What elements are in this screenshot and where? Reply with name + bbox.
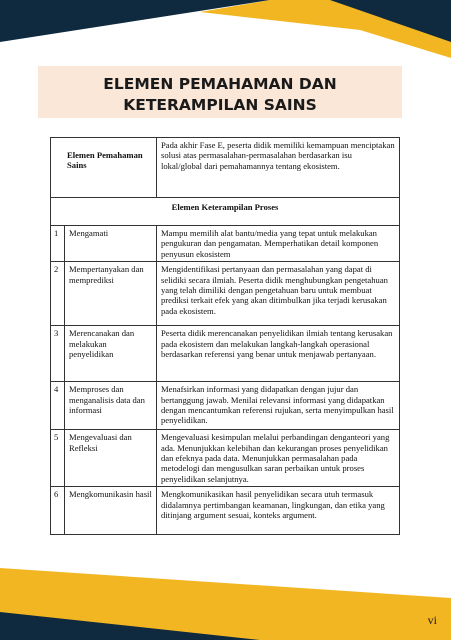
row-name: Merencanakan dan melakukan penyelidikan <box>65 326 157 382</box>
table-row <box>51 487 400 535</box>
row-number: 1 <box>51 226 65 262</box>
row-description: Peserta didik merencanakan penyelidikan ilmiah tentang kerusakan pada ekosistem dan melakukan langkah-langkah operasional berdasarkan referensi yang benar untuk menjawab pertanyaan. <box>157 326 400 382</box>
page-number: vi <box>427 613 437 627</box>
row-name: Mempertanyakan dan memprediksi <box>65 262 157 326</box>
table-row <box>51 382 400 430</box>
row-number: 5 <box>51 430 65 487</box>
table-row <box>51 262 400 326</box>
row-description: Mengidentifikasi pertanyaan dan permasalahan yang dapat di selidiki secara ilmiah. Peserta didik menghubungkan pengetahuan yang telah dimiliki dengan pengetahuan baru untuk membuat prediksi terkait efek yang akan ditimbulkan jika terjadi kerusakan pada ekosistem. <box>157 262 400 326</box>
row-name: Mengevaluasi dan Refleksi <box>65 430 157 487</box>
pemahaman-row <box>51 138 400 198</box>
row-number: 6 <box>51 487 65 535</box>
page-title: ELEMEN PEMAHAMAN DAN KETERAMPILAN SAINS <box>103 75 337 114</box>
row-name: Mengamati <box>65 226 157 262</box>
keterampilan-header-row <box>51 198 400 226</box>
row-number: 2 <box>51 262 65 326</box>
elements-table <box>50 137 400 535</box>
pemahaman-description: Pada akhir Fase E, peserta didik memiliki kemampuan menciptakan solusi atas permasalahan-permasalahan berdasarkan isu lokal/global dari pemahamannya tentang ekosistem. <box>157 138 400 198</box>
row-number: 4 <box>51 382 65 430</box>
table-row <box>51 226 400 262</box>
row-description: Mampu memilih alat bantu/media yang tepat untuk melakukan pengukuran dan pengamatan. Memperhatikan detail komponen penyusun ekosistem <box>157 226 400 262</box>
keterampilan-heading: Elemen Keterampilan Proses <box>51 198 400 226</box>
row-description: Mengevaluasi kesimpulan melalui perbandingan denganteori yang ada. Menunjukkan kelebihan dan kekurangan proses penyelidikan dan efeknya pada data. Menunjukkan permasalahan pada metodelogi dan mengusulkan saran perbaikan untuk proses penyelidikan selanjutnya. <box>157 430 400 487</box>
pemahaman-label: Elemen Pemahaman Sains <box>51 138 157 198</box>
table-row <box>51 326 400 382</box>
row-description: Menafsirkan informasi yang didapatkan dengan jujur dan bertanggung jawab. Menilai relevansi informasi yang didapatkan dengan mencantumkan referensi rujukan, serta menyimpulkan hasil penyelidikan. <box>157 382 400 430</box>
row-description: Mengkomunikasikan hasil penyelidikan secara utuh termasuk didalamnya pertimbangan keamanan, lingkungan, dan etika yang ditinjang argument sesuai, konteks argument. <box>157 487 400 535</box>
row-name: Mengkomunikasin hasil <box>65 487 157 535</box>
table-row <box>51 430 400 487</box>
row-name: Memproses dan menganalisis data dan informasi <box>65 382 157 430</box>
top-navy-shape <box>0 0 270 42</box>
row-number: 3 <box>51 326 65 382</box>
